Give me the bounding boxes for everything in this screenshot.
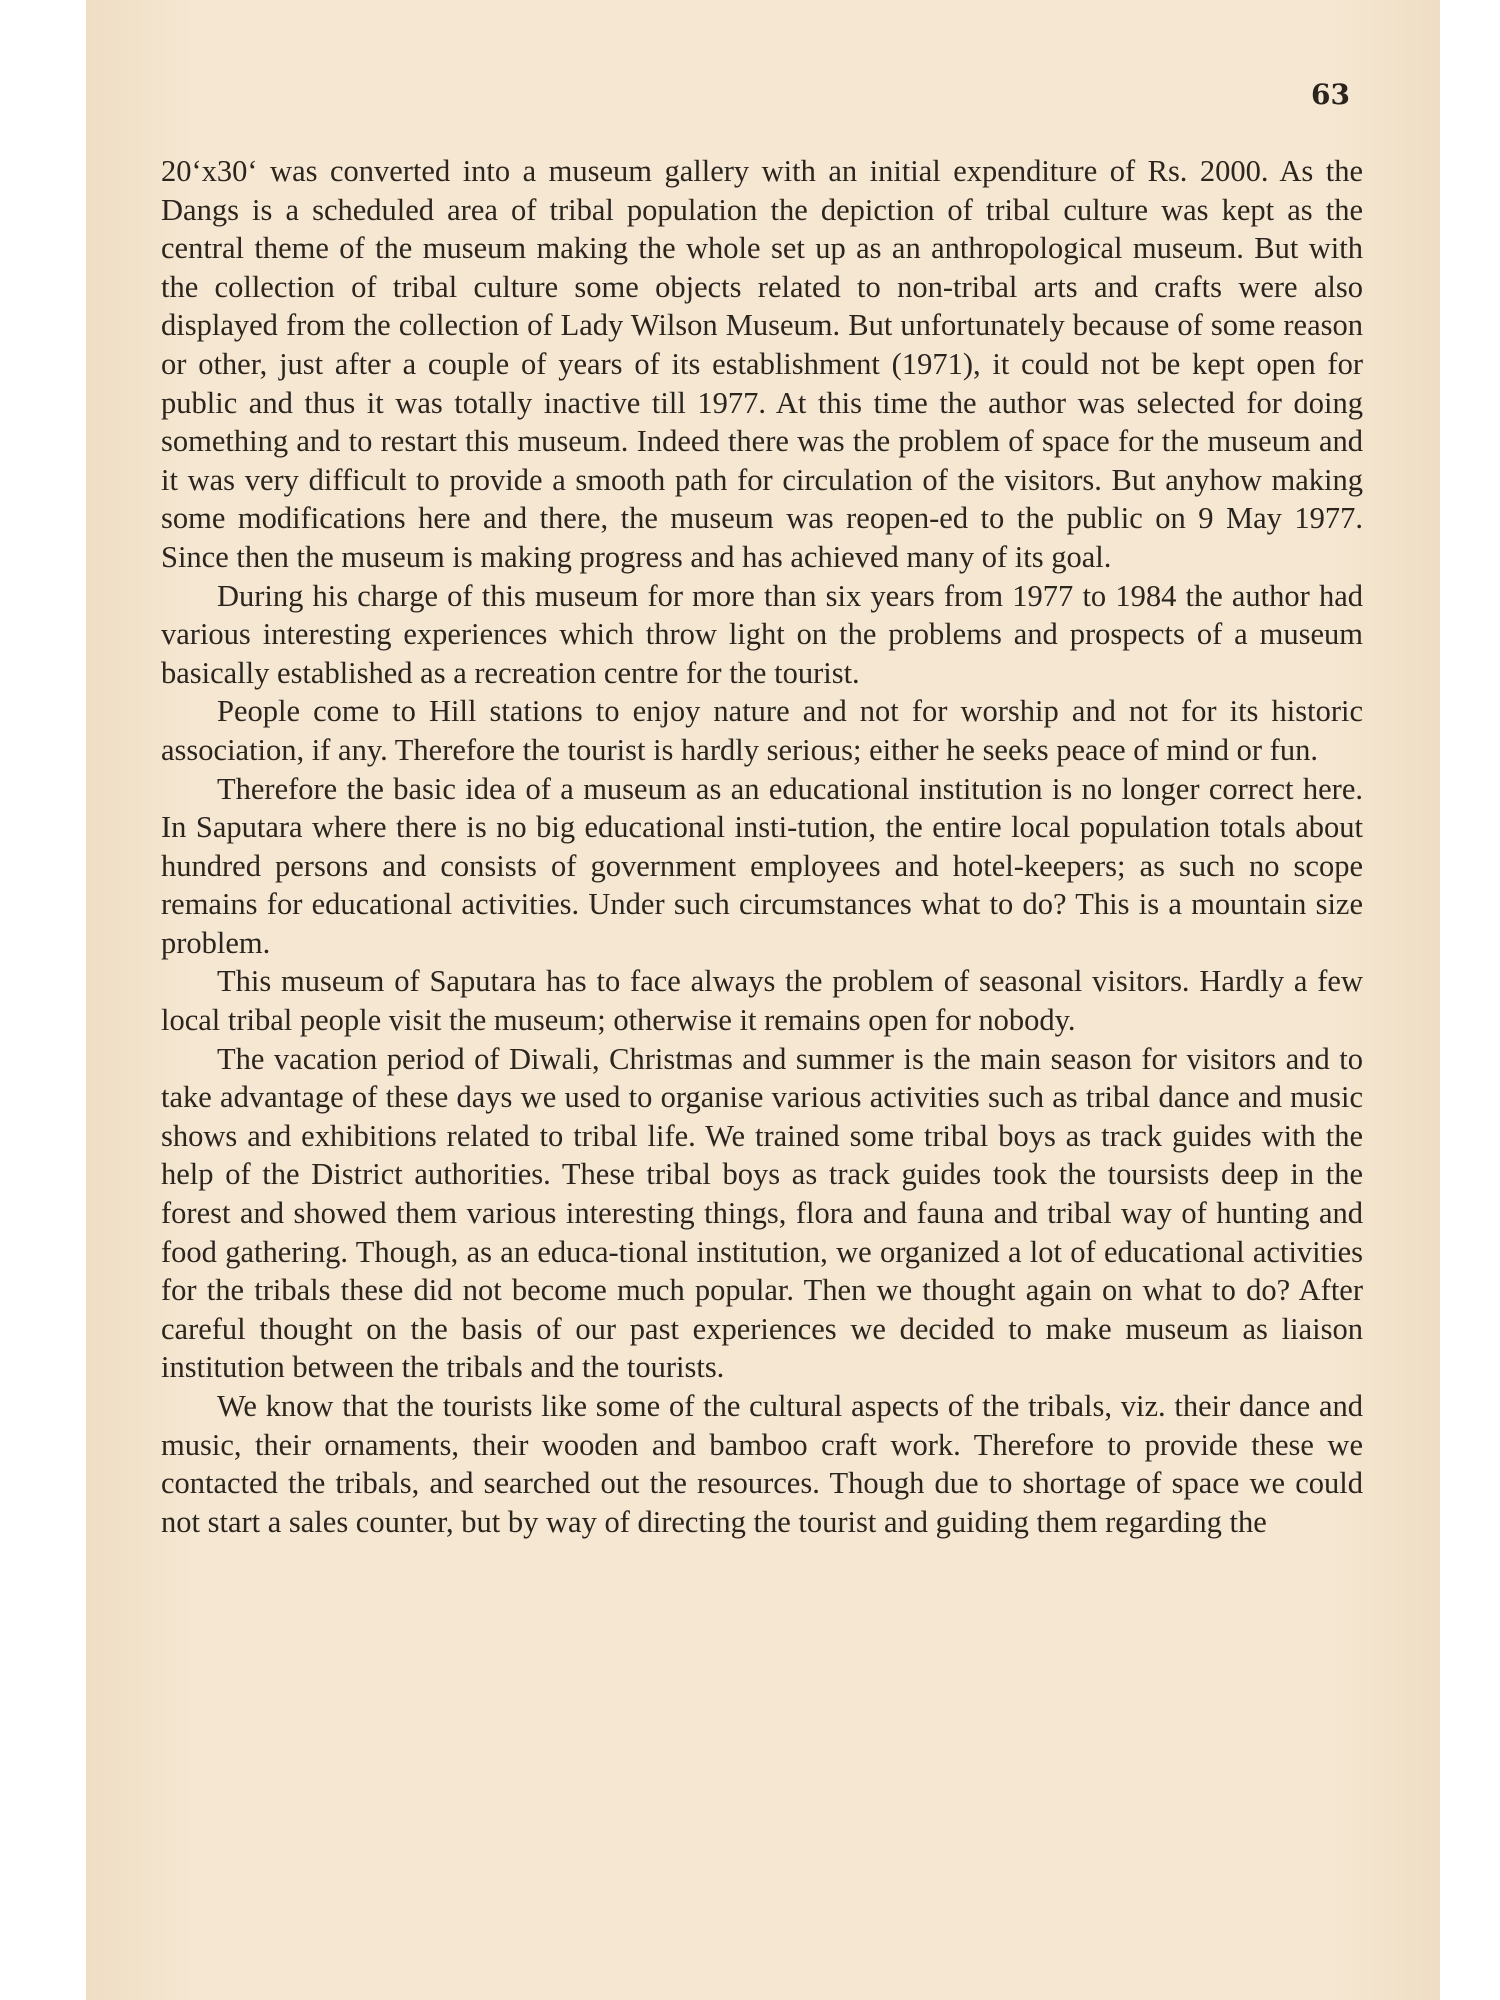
paragraph-6: The vacation period of Diwali, Christmas and summer is the main season for visitors and to take advantage of these days we used to organise various activities such as tribal dance and music shows and exhibitions related to tribal life. We trained some tribal boys as track guides with the help of the District authorities. These tribal boys as track guides took the toursists deep in the forest and showed them various interesting things, flora and fauna and tribal way of hunting and food gathering. Though, as an educa-tional institution, we organized a lot of educational activities for the tribals these did not become much popular. Then we thought again on what to do? After careful thought on the basis of our past experiences we decided to make museum as liaison institution between the tribals and the tourists.: [161, 1041, 1363, 1385]
paragraph-2: During his charge of this museum for more than six years from 1977 to 1984 the author had various interesting experiences which throw light on the problems and prospects of a museum basically established as a recreation centre for the tourist.: [161, 578, 1363, 690]
paragraph-1: 20‘x30‘ was converted into a museum gallery with an initial expenditure of Rs. 2000. As the Dangs is a scheduled area of tribal population the depiction of tribal culture was kept as the central theme of the museum making the whole set up as an anthropological museum. But with the collection of tribal culture some objects related to non-tribal arts and crafts were also displayed from the collection of Lady Wilson Museum. But unfortunately because of some reason or other, just after a couple of years of its establishment (1971), it could not be kept open for public and thus it was totally inactive till 1977. At this time the author was selected for doing something and to restart this museum. Indeed there was the problem of space for the museum and it was very difficult to provide a smooth path for circulation of the visitors. But anyhow making some modifications here and there, the museum was reopen-ed to the public on 9 May 1977. Since then the museum is making progress and has achieved many of its goal.: [161, 154, 1363, 574]
body-text: [161, 152, 1363, 1541]
paragraph-7: We know that the tourists like some of the cultural aspects of the tribals, viz. their dance and music, their ornaments, their wooden and bamboo craft work. Therefore to provide these we contacted the tribals, and searched out the resources. Though due to shortage of space we could not start a sales counter, but by way of directing the tourist and guiding them regarding the: [161, 1389, 1363, 1539]
paragraph-4: Therefore the basic idea of a museum as an educational institution is no longer correct here. In Saputara where there is no big educational insti-tution, the entire local population totals about hundred persons and consists of government employees and hotel-keepers; as such no scope remains for educational activities. Under such circumstances what to do? This is a mountain size problem.: [161, 771, 1363, 960]
paragraph-3: People come to Hill stations to enjoy nature and not for worship and not for its historic association, if any. Therefore the tourist is hardly serious; either he seeks peace of mind or fun.: [161, 694, 1363, 767]
paragraph-5: This museum of Saputara has to face always the problem of seasonal visitors. Hardly a few local tribal people visit the museum; otherwise it remains open for nobody.: [161, 964, 1363, 1038]
page-number: 63: [1311, 78, 1350, 111]
book-page: [86, 0, 1440, 2000]
